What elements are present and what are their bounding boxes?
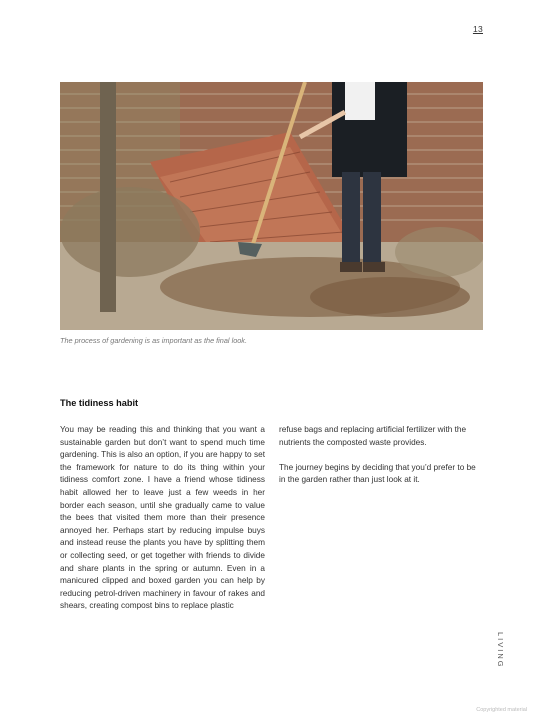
figure-caption: The process of gardening is as important as the final look. — [60, 336, 247, 345]
garden-photo — [60, 82, 483, 330]
body-column-right — [279, 424, 484, 487]
body-paragraph: refuse bags and replacing artificial fertilizer with the nutrients the composted waste provides. — [279, 425, 467, 447]
body-column-left — [60, 424, 265, 613]
copyright-watermark: Copyrighted material — [476, 707, 527, 713]
section-label: LIVING — [496, 632, 505, 669]
raking-leaves-image — [60, 82, 483, 330]
body-paragraph: The journey begins by deciding that you’d prefer to be in the garden rather than just look at it. — [279, 462, 476, 485]
section-heading: The tidiness habit — [60, 398, 139, 408]
page-number: 13 — [472, 24, 483, 34]
body-paragraph: You may be reading this and thinking that you want a sustainable garden but don’t want to spend much time gardening. This is also an option, if you are happy to set the framework for nature to do its thing within your tidiness comfort zone. I have a friend whose tidiness habit allowed her to leave just a few weeds in her border each season, until she gradually came to value the bees that visited them more than their presence annoyed her. Perhaps start by reducing impulse buys and instead reuse the plants you have by splitting them or collecting seed, or get together with friends to divide and share plants in the spring or autumn. Even in a manicured clipped and boxed garden you can help by reducing petrol-driven machinery in favour of rakes and shears, creating compost bins to replace plastic — [60, 425, 265, 611]
